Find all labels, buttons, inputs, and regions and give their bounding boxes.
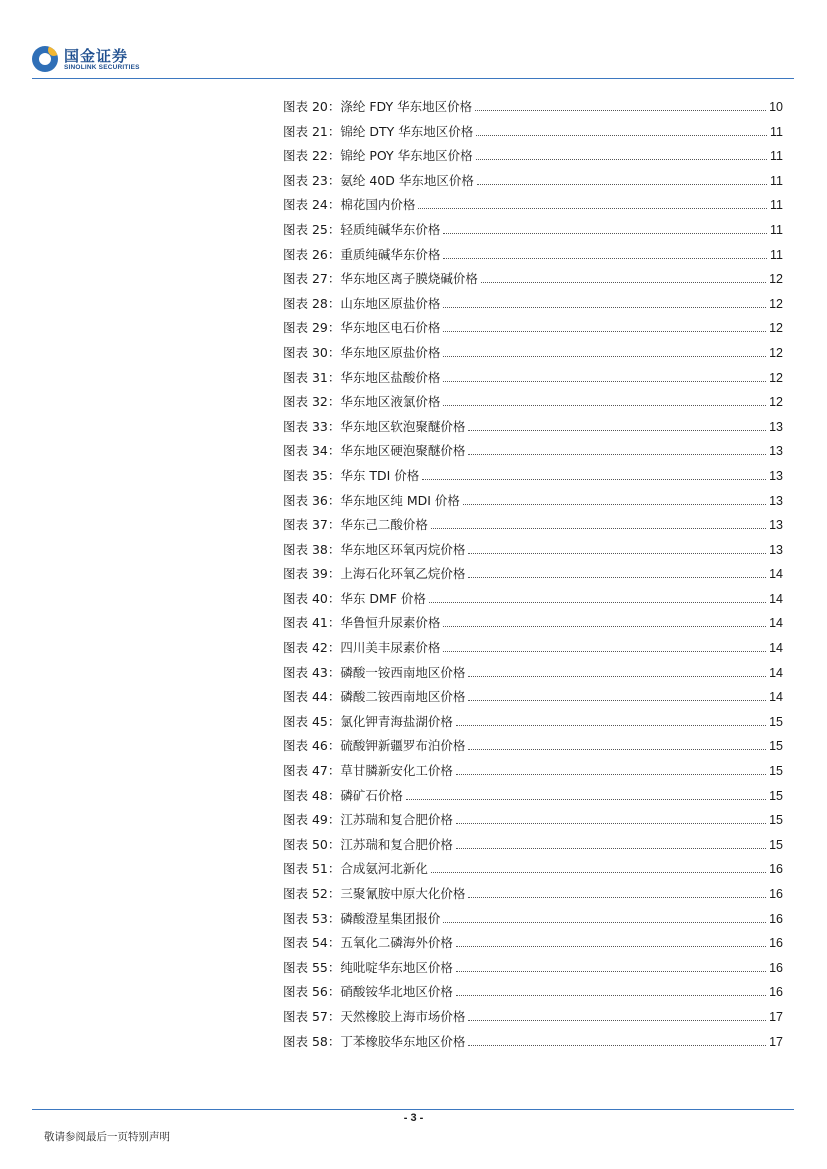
toc-entry[interactable] <box>283 984 783 1009</box>
toc-entry-label: 图表 36：华东地区纯 MDI 价格 <box>283 492 460 508</box>
toc-entry-page: 13 <box>769 444 783 459</box>
dot-leader <box>481 271 766 283</box>
brand-name-en: SINOLINK SECURITIES <box>64 64 140 71</box>
disclaimer-text: 敬请参阅最后一页特别声明 <box>44 1131 170 1143</box>
dot-leader <box>476 124 767 136</box>
dot-leader <box>443 370 766 382</box>
dot-leader <box>468 419 766 431</box>
brand-name-cn: 国金证券 <box>64 47 129 65</box>
toc-entry-label: 图表 32：华东地区液氯价格 <box>283 394 441 410</box>
toc-entry-page: 14 <box>769 591 783 606</box>
toc-entry[interactable] <box>283 247 783 272</box>
header-divider <box>32 78 794 79</box>
toc-entry[interactable] <box>283 394 783 419</box>
toc-entry-label: 图表 45：氯化钾青海盐湖价格 <box>283 713 453 729</box>
dot-leader <box>443 320 766 332</box>
toc-entry[interactable] <box>283 935 783 960</box>
toc-entry-label: 图表 30：华东地区原盐价格 <box>283 344 441 360</box>
toc-entry-page: 15 <box>769 813 783 828</box>
toc-entry[interactable] <box>283 148 783 173</box>
toc-entry-label: 图表 38：华东地区环氧丙烷价格 <box>283 541 466 557</box>
dot-leader <box>429 591 766 603</box>
toc-entry-page: 17 <box>769 1009 783 1024</box>
toc-entry[interactable] <box>283 812 783 837</box>
toc-entry-label: 图表 46：硫酸钾新疆罗布泊价格 <box>283 738 466 754</box>
toc-entry-label: 图表 54：五氧化二磷海外价格 <box>283 935 453 951</box>
dot-leader <box>456 714 766 726</box>
toc-entry-label: 图表 37：华东己二酸价格 <box>283 517 428 533</box>
toc-entry-page: 16 <box>769 985 783 1000</box>
toc-entry-label: 图表 28：山东地区原盐价格 <box>283 295 441 311</box>
toc-entry-page: 13 <box>769 493 783 508</box>
sinolink-logo-icon <box>32 46 58 72</box>
toc-entry-label: 图表 47：草甘膦新安化工价格 <box>283 763 453 779</box>
toc-entry-label: 图表 35：华东 TDI 价格 <box>283 467 420 483</box>
toc-entry[interactable] <box>283 320 783 345</box>
toc-entry-page: 15 <box>769 788 783 803</box>
toc-entry-page: 17 <box>769 1034 783 1049</box>
toc-entry-label: 图表 44：磷酸二铵西南地区价格 <box>283 689 466 705</box>
toc-entry[interactable] <box>283 1034 783 1059</box>
dot-leader <box>468 443 766 455</box>
dot-leader <box>443 394 766 406</box>
toc-entry-page: 12 <box>769 272 783 287</box>
toc-entry-label: 图表 20：涤纶 FDY 华东地区价格 <box>283 99 473 114</box>
toc-entry[interactable] <box>283 345 783 370</box>
dot-leader <box>431 517 766 529</box>
toc-entry-page: 13 <box>769 518 783 533</box>
toc-entry-page: 12 <box>769 345 783 360</box>
page-number: - 3 - <box>403 1112 424 1124</box>
toc-entry-page: 12 <box>769 395 783 410</box>
toc-entry[interactable] <box>283 517 783 542</box>
toc-entry[interactable] <box>283 665 783 690</box>
toc-entry-page: 14 <box>769 690 783 705</box>
dot-leader <box>456 935 766 947</box>
toc-entry[interactable] <box>283 788 783 813</box>
toc-entry-label: 图表 34：华东地区硬泡聚醚价格 <box>283 443 466 459</box>
dot-leader <box>443 296 766 308</box>
page-header <box>32 44 794 80</box>
toc-entry-page: 13 <box>769 468 783 483</box>
dot-leader <box>456 984 766 996</box>
dot-leader <box>431 861 766 873</box>
dot-leader <box>443 911 766 923</box>
dot-leader <box>456 812 766 824</box>
toc-entry[interactable] <box>283 591 783 616</box>
toc-entry-label: 图表 25：轻质纯碱华东价格 <box>283 221 441 237</box>
toc-entry-label: 图表 27：华东地区离子膜烧碱价格 <box>283 271 478 287</box>
dot-leader <box>443 640 766 652</box>
toc-entry[interactable] <box>283 99 783 124</box>
toc-entry-label: 图表 22：锦纶 POY 华东地区价格 <box>283 148 473 164</box>
dot-leader <box>468 886 766 898</box>
toc-entry-label: 图表 43：磷酸一铵西南地区价格 <box>283 664 466 680</box>
toc-entry-label: 图表 50：江苏瑞和复合肥价格 <box>283 836 453 852</box>
toc-entry-label: 图表 23：氨纶 40D 华东地区价格 <box>283 172 474 188</box>
toc-entry-label: 图表 56：硝酸铵华北地区价格 <box>283 984 453 1000</box>
dot-leader <box>468 689 766 701</box>
toc-entry[interactable] <box>283 960 783 985</box>
toc-entry-label: 图表 55：纯吡啶华东地区价格 <box>283 959 453 975</box>
toc-entry-page: 12 <box>769 321 783 336</box>
toc-entry-label: 图表 53：磷酸澄星集团报价 <box>283 910 441 926</box>
toc-entry-label: 图表 29：华东地区电石价格 <box>283 320 441 336</box>
dot-leader <box>463 493 766 505</box>
toc-entry-page: 16 <box>769 862 783 877</box>
toc-entry-label: 图表 39：上海石化环氧乙烷价格 <box>283 566 466 582</box>
toc-entry-page: 10 <box>769 100 783 114</box>
toc-entry[interactable] <box>283 714 783 739</box>
dot-leader <box>443 247 767 259</box>
toc-entry-page: 16 <box>769 936 783 951</box>
toc-entry-label: 图表 51：合成氨河北新化 <box>283 861 428 877</box>
dot-leader <box>468 1009 766 1021</box>
toc-entry-page: 11 <box>770 198 783 213</box>
toc-entry[interactable] <box>283 763 783 788</box>
toc-entry[interactable] <box>283 738 783 763</box>
toc-entry-page: 15 <box>769 714 783 729</box>
toc-entry[interactable] <box>283 837 783 862</box>
toc-entry-page: 15 <box>769 837 783 852</box>
toc-entry[interactable] <box>283 271 783 296</box>
dot-leader <box>456 960 766 972</box>
toc-entry-page: 15 <box>769 764 783 779</box>
dot-leader <box>456 763 766 775</box>
footer-divider <box>32 1109 794 1110</box>
toc-entry[interactable] <box>283 1009 783 1034</box>
dot-leader <box>418 197 767 209</box>
dot-leader <box>468 566 766 578</box>
toc-entry[interactable] <box>283 468 783 493</box>
toc-entry-label: 图表 52：三聚氰胺中原大化价格 <box>283 886 466 901</box>
toc-entry-label: 图表 31：华东地区盐酸价格 <box>283 369 441 385</box>
dot-leader <box>406 788 766 800</box>
toc-entry-page: 11 <box>770 222 783 237</box>
toc-entry-page: 16 <box>769 911 783 926</box>
dot-leader <box>468 1034 766 1046</box>
toc-entry[interactable] <box>283 542 783 567</box>
toc-entry-page: 16 <box>769 887 783 901</box>
toc-entry-page: 14 <box>769 665 783 680</box>
dot-leader <box>456 837 766 849</box>
dot-leader <box>443 345 766 357</box>
toc-entry[interactable] <box>283 370 783 395</box>
toc-entry-page: 13 <box>769 542 783 557</box>
toc-entry[interactable] <box>283 493 783 518</box>
dot-leader <box>422 468 766 480</box>
toc-entry-page: 11 <box>770 247 783 262</box>
toc-entry[interactable] <box>283 124 783 149</box>
toc-entry-label: 图表 33：华东地区软泡聚醚价格 <box>283 418 466 434</box>
toc-entry-page: 12 <box>769 370 783 385</box>
toc-entry-label: 图表 24：棉花国内价格 <box>283 197 416 213</box>
toc-entry[interactable] <box>283 615 783 640</box>
table-of-figures <box>283 99 783 1058</box>
toc-entry-page: 15 <box>769 739 783 754</box>
toc-entry-page: 14 <box>769 616 783 631</box>
toc-entry-label: 图表 26：重质纯碱华东价格 <box>283 246 441 262</box>
toc-entry-label: 图表 21：锦纶 DTY 华东地区价格 <box>283 123 474 139</box>
toc-entry[interactable] <box>283 886 783 911</box>
toc-entry-label: 图表 40：华东 DMF 价格 <box>283 590 426 606</box>
toc-entry[interactable] <box>283 566 783 591</box>
toc-entry[interactable] <box>283 689 783 714</box>
toc-entry-page: 14 <box>769 567 783 582</box>
toc-entry[interactable] <box>283 861 783 886</box>
dot-leader <box>475 99 766 111</box>
toc-entry-page: 11 <box>770 173 783 188</box>
toc-entry-page: 14 <box>769 641 783 656</box>
dot-leader <box>443 615 766 627</box>
toc-entry[interactable] <box>283 419 783 444</box>
dot-leader <box>477 173 767 185</box>
dot-leader <box>468 542 766 554</box>
toc-entry[interactable] <box>283 443 783 468</box>
toc-entry-page: 11 <box>770 149 783 164</box>
dot-leader <box>443 222 767 234</box>
toc-entry[interactable] <box>283 222 783 247</box>
toc-entry[interactable] <box>283 197 783 222</box>
dot-leader <box>476 148 767 160</box>
toc-entry-label: 图表 42：四川美丰尿素价格 <box>283 640 441 656</box>
toc-entry-label: 图表 58：丁苯橡胶华东地区价格 <box>283 1033 466 1049</box>
dot-leader <box>468 665 766 677</box>
toc-entry[interactable] <box>283 296 783 321</box>
toc-entry-label: 图表 57：天然橡胶上海市场价格 <box>283 1008 466 1024</box>
toc-entry-page: 11 <box>770 124 783 139</box>
toc-entry-page: 13 <box>769 419 783 434</box>
toc-entry[interactable] <box>283 173 783 198</box>
dot-leader <box>468 738 766 750</box>
toc-entry[interactable] <box>283 640 783 665</box>
toc-entry-page: 12 <box>769 296 783 311</box>
toc-entry-label: 图表 48：磷矿石价格 <box>283 787 403 803</box>
toc-entry-label: 图表 49：江苏瑞和复合肥价格 <box>283 812 453 828</box>
toc-entry[interactable] <box>283 911 783 936</box>
toc-entry-label: 图表 41：华鲁恒升尿素价格 <box>283 615 441 631</box>
toc-entry-page: 16 <box>769 960 783 975</box>
